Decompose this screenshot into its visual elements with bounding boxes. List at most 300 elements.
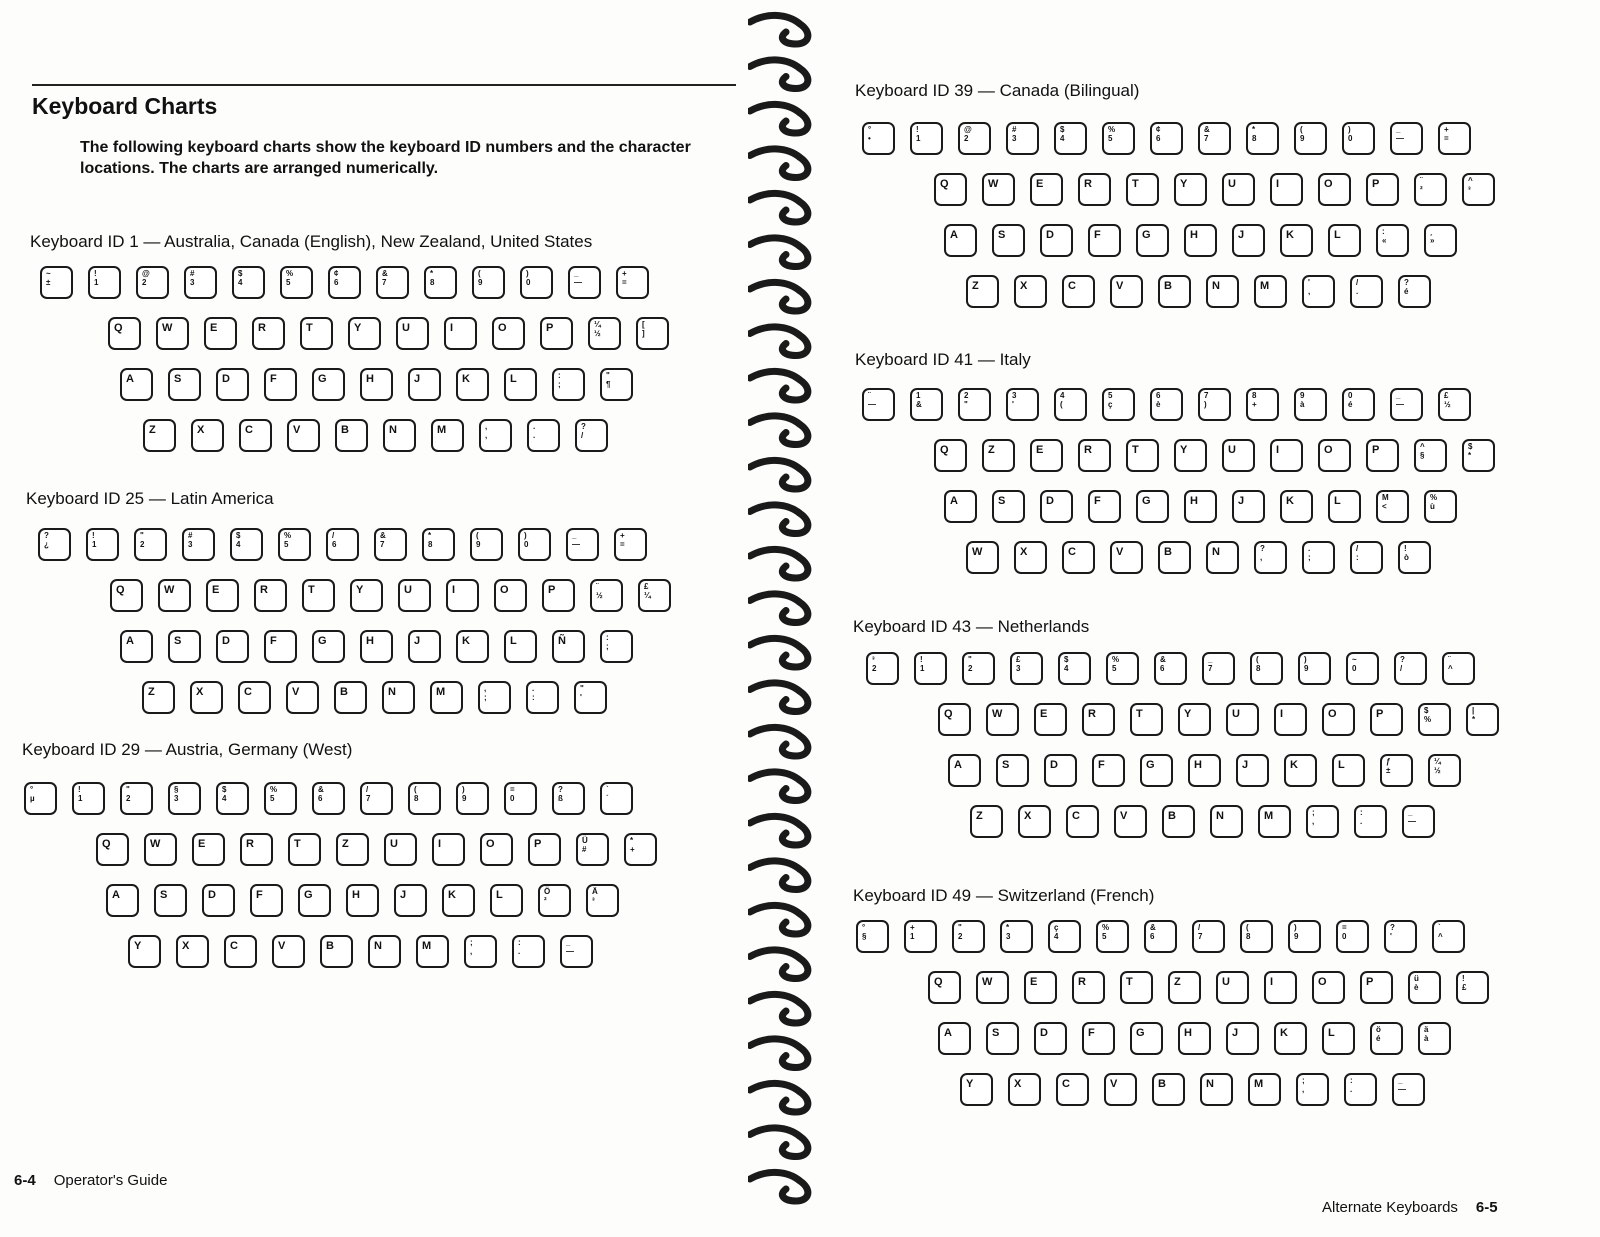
- keycap: [1082, 703, 1115, 736]
- key-lower-legend: 9: [478, 278, 483, 287]
- key-lower-legend: /: [581, 431, 584, 440]
- keycap: [568, 266, 601, 299]
- key-upper-legend: 3: [1012, 391, 1017, 400]
- keycap: [574, 681, 607, 714]
- keycap: [1110, 541, 1143, 574]
- keycap: [504, 630, 537, 663]
- keycap: [528, 833, 561, 866]
- binding-coil: [750, 638, 808, 667]
- keycap: [490, 884, 523, 917]
- key-lower-legend: ): [1204, 400, 1207, 409]
- key-lower-legend: 1: [92, 540, 97, 549]
- key-lower-legend: 0: [1348, 134, 1353, 143]
- key-lower-legend: 2: [140, 540, 145, 549]
- key-legend: N: [389, 424, 397, 436]
- key-legend: Q: [934, 976, 943, 988]
- key-upper-legend: /: [1356, 278, 1359, 287]
- key-legend: T: [1132, 178, 1139, 190]
- key-legend: R: [246, 838, 254, 850]
- key-upper-legend: 7: [1204, 391, 1209, 400]
- key-legend: X: [182, 940, 190, 952]
- key-upper-legend: ;: [1302, 1076, 1305, 1085]
- key-upper-legend: _: [1396, 391, 1401, 400]
- key-lower-legend: é: [1404, 287, 1409, 296]
- key-lower-legend: :: [1356, 553, 1359, 562]
- keycap: [1222, 173, 1255, 206]
- key-upper-legend: /: [332, 531, 335, 540]
- keycap: [168, 368, 201, 401]
- key-legend: J: [414, 373, 421, 385]
- key-lower-legend: 3: [1006, 932, 1011, 941]
- keycap: [1258, 805, 1291, 838]
- keyboard-row: [142, 681, 622, 714]
- keycap: [1154, 652, 1187, 685]
- keycap: [576, 833, 609, 866]
- key-lower-legend: 7: [382, 278, 387, 287]
- keycap: [1294, 122, 1327, 155]
- key-lower-legend: ½: [1444, 400, 1451, 409]
- keycap: [230, 528, 263, 561]
- keycap: [120, 782, 153, 815]
- key-lower-legend: 8: [428, 540, 433, 549]
- binding-coil: [750, 816, 808, 845]
- keycap: [264, 782, 297, 815]
- key-legend: Z: [149, 424, 156, 436]
- key-lower-legend: —: [1408, 817, 1416, 826]
- key-lower-legend: 4: [1060, 134, 1065, 143]
- key-legend: T: [294, 838, 301, 850]
- keycap: [1168, 971, 1201, 1004]
- key-lower-legend: ,: [1302, 1085, 1305, 1094]
- key-upper-legend: ?: [1400, 655, 1405, 664]
- keycap: [1184, 224, 1217, 257]
- keyboard-row: [108, 317, 684, 350]
- key-lower-legend: 5: [1102, 932, 1107, 941]
- keycap: [1096, 920, 1129, 953]
- key-legend: Q: [940, 444, 949, 456]
- keycap: [216, 368, 249, 401]
- key-lower-legend: 8: [1256, 664, 1261, 673]
- key-legend: X: [1020, 280, 1028, 292]
- key-lower-legend: 8: [430, 278, 435, 287]
- key-lower-legend: 0: [1352, 664, 1357, 673]
- key-upper-legend: &: [1160, 655, 1166, 664]
- keycap: [1274, 703, 1307, 736]
- key-lower-legend: 1: [916, 134, 921, 143]
- keyboard-row: [960, 1073, 1440, 1106]
- key-lower-legend: ,: [1312, 817, 1315, 826]
- key-lower-legend: 1: [78, 794, 83, 803]
- keyboard-row: [944, 490, 1472, 523]
- key-legend: D: [1050, 759, 1058, 771]
- key-lower-legend: 6: [1150, 932, 1155, 941]
- keycap: [512, 935, 545, 968]
- key-upper-legend: (: [478, 269, 481, 278]
- key-legend: I: [452, 584, 456, 596]
- key-upper-legend: ^: [1420, 442, 1425, 451]
- keycap: [538, 884, 571, 917]
- key-upper-legend: :: [558, 371, 561, 380]
- key-upper-legend: ): [524, 531, 527, 540]
- key-lower-legend: —: [572, 540, 580, 549]
- keycap: [1158, 541, 1191, 574]
- key-upper-legend: (: [476, 531, 479, 540]
- keycap: [312, 630, 345, 663]
- keycap: [1106, 652, 1139, 685]
- footer-page-number: 6-4: [14, 1172, 36, 1189]
- key-lower-legend: =: [1444, 134, 1449, 143]
- keycap: [1034, 703, 1067, 736]
- keycap: [866, 652, 899, 685]
- key-legend: E: [198, 838, 206, 850]
- keyboard-title: Keyboard ID 1 — Australia, Canada (English), New Zealand, United States: [30, 232, 593, 251]
- key-upper-legend: ): [1294, 923, 1297, 932]
- keycap: [527, 419, 560, 452]
- keycap: [1414, 173, 1447, 206]
- keycap: [38, 528, 71, 561]
- key-lower-legend: 0: [526, 278, 531, 287]
- keycap: [600, 630, 633, 663]
- keycap: [1274, 1022, 1307, 1055]
- key-lower-legend: #: [582, 845, 587, 854]
- key-legend: L: [1334, 229, 1341, 241]
- keycap: [616, 266, 649, 299]
- key-upper-legend: !: [1462, 974, 1465, 983]
- key-legend: G: [318, 635, 327, 647]
- keycap: [1140, 754, 1173, 787]
- key-lower-legend: 2: [964, 134, 969, 143]
- key-legend: D: [208, 889, 216, 901]
- key-lower-legend: *: [1468, 451, 1472, 460]
- key-legend: D: [1046, 229, 1054, 241]
- key-upper-legend: #: [190, 269, 195, 278]
- key-legend: B: [1164, 546, 1172, 558]
- key-lower-legend: ò: [1404, 553, 1409, 562]
- keycap: [1072, 971, 1105, 1004]
- keycap: [456, 368, 489, 401]
- key-legend: L: [496, 889, 503, 901]
- key-upper-legend: %: [270, 785, 278, 794]
- keycap: [862, 388, 895, 421]
- keycap: [416, 935, 449, 968]
- key-lower-legend: .: [1356, 287, 1359, 296]
- key-legend: F: [270, 373, 277, 385]
- key-upper-legend: !: [94, 269, 97, 278]
- keycap: [1054, 122, 1087, 155]
- keycap: [1110, 275, 1143, 308]
- keycap: [938, 703, 971, 736]
- key-legend: T: [306, 322, 313, 334]
- key-legend: M: [1254, 1078, 1264, 1090]
- keycap: [264, 630, 297, 663]
- key-legend: E: [1036, 444, 1044, 456]
- keyboard-row: [938, 1022, 1466, 1055]
- keycap: [552, 368, 585, 401]
- key-legend: H: [1190, 229, 1198, 241]
- key-legend: J: [1242, 759, 1249, 771]
- key-legend: X: [1014, 1078, 1022, 1090]
- key-lower-legend: =: [620, 540, 625, 549]
- key-upper-legend: 8: [1252, 391, 1257, 400]
- keycap: [1066, 805, 1099, 838]
- keycap: [1054, 388, 1087, 421]
- key-upper-legend: ;: [1312, 808, 1315, 817]
- key-legend: R: [1084, 444, 1092, 456]
- keycap: [1150, 122, 1183, 155]
- keycap: [1126, 439, 1159, 472]
- keycap: [1136, 490, 1169, 523]
- keycap: [302, 579, 335, 612]
- key-legend: V: [278, 940, 286, 952]
- keycap: [1402, 805, 1435, 838]
- keycap: [1246, 122, 1279, 155]
- key-lower-legend: 5: [270, 794, 275, 803]
- key-legend: Y: [134, 940, 142, 952]
- key-legend: M: [1264, 810, 1274, 822]
- keycap: [1174, 173, 1207, 206]
- keycap: [1254, 541, 1287, 574]
- key-lower-legend: ß: [558, 794, 563, 803]
- keycap: [904, 920, 937, 953]
- key-legend: K: [462, 635, 470, 647]
- key-legend: D: [1046, 495, 1054, 507]
- keycap: [862, 122, 895, 155]
- binding-coil: [750, 905, 808, 934]
- keycap: [1078, 173, 1111, 206]
- keycap: [86, 528, 119, 561]
- key-legend: E: [1036, 178, 1044, 190]
- keycap: [298, 884, 331, 917]
- key-lower-legend: §: [1420, 451, 1425, 460]
- key-legend: V: [292, 686, 300, 698]
- key-upper-legend: (: [1246, 923, 1249, 932]
- keycap: [934, 439, 967, 472]
- keycap: [552, 782, 585, 815]
- key-legend: N: [1216, 810, 1224, 822]
- keyboard-row: [966, 541, 1446, 574]
- key-legend: Y: [1180, 444, 1188, 456]
- keyboard-row: [856, 920, 1480, 953]
- key-legend: W: [992, 708, 1003, 720]
- key-lower-legend: 8: [1252, 134, 1257, 143]
- keycap: [575, 419, 608, 452]
- keycap: [334, 681, 367, 714]
- key-upper-legend: +: [620, 531, 625, 540]
- keycap: [1280, 224, 1313, 257]
- key-upper-legend: !: [920, 655, 923, 664]
- key-lower-legend: 8: [414, 794, 419, 803]
- key-legend: A: [944, 1027, 952, 1039]
- keycap: [254, 579, 287, 612]
- keycap: [1302, 275, 1335, 308]
- key-legend: S: [998, 229, 1006, 241]
- key-upper-legend: ': [1308, 278, 1310, 287]
- key-upper-legend: !: [78, 785, 81, 794]
- key-lower-legend: 5: [284, 540, 289, 549]
- keycap: [1152, 1073, 1185, 1106]
- keycap: [442, 884, 475, 917]
- keycap: [422, 528, 455, 561]
- key-legend: A: [126, 635, 134, 647]
- key-legend: H: [1184, 1027, 1192, 1039]
- keycap: [1174, 439, 1207, 472]
- keycap: [1010, 652, 1043, 685]
- key-legend: P: [1366, 976, 1374, 988]
- keycap: [1322, 1022, 1355, 1055]
- key-legend: T: [1126, 976, 1133, 988]
- keycap: [1120, 971, 1153, 1004]
- key-lower-legend: ': [580, 693, 582, 702]
- key-legend: N: [388, 686, 396, 698]
- key-legend: I: [450, 322, 454, 334]
- key-lower-legend: ,: [485, 431, 488, 440]
- keycap: [264, 368, 297, 401]
- keycap: [394, 884, 427, 917]
- key-legend: S: [174, 635, 182, 647]
- key-lower-legend: 5: [1108, 134, 1113, 143]
- key-legend: Y: [1180, 178, 1188, 190]
- key-legend: P: [546, 322, 554, 334]
- key-upper-legend: ƒ: [1386, 757, 1391, 766]
- key-upper-legend: $: [222, 785, 227, 794]
- keycap: [382, 681, 415, 714]
- key-lower-legend: ç: [1108, 400, 1113, 409]
- keycap: [1210, 805, 1243, 838]
- keycap: [910, 122, 943, 155]
- keycap: [1328, 490, 1361, 523]
- key-upper-legend: +: [622, 269, 627, 278]
- key-legend: P: [548, 584, 556, 596]
- key-upper-legend: $: [1060, 125, 1065, 134]
- key-legend: Q: [116, 584, 125, 596]
- key-legend: V: [1116, 280, 1124, 292]
- key-lower-legend: 0: [1342, 932, 1347, 941]
- key-legend: S: [992, 1027, 1000, 1039]
- keycap: [350, 579, 383, 612]
- key-upper-legend: !: [92, 531, 95, 540]
- key-upper-legend: 9: [1300, 391, 1305, 400]
- keycap: [154, 884, 187, 917]
- key-upper-legend: ?: [1404, 278, 1409, 287]
- key-legend: G: [1136, 1027, 1145, 1039]
- key-lower-legend: ²: [1420, 185, 1423, 194]
- key-lower-legend: 3: [190, 278, 195, 287]
- keycap: [142, 681, 175, 714]
- keycap: [1034, 1022, 1067, 1055]
- key-legend: M: [1260, 280, 1270, 292]
- keycap: [966, 275, 999, 308]
- key-lower-legend: ±: [1386, 766, 1391, 775]
- key-legend: T: [1136, 708, 1143, 720]
- binding-coil: [750, 549, 808, 578]
- key-upper-legend: .: [533, 422, 536, 431]
- key-legend: Z: [972, 280, 979, 292]
- keyboard-row: [110, 579, 686, 612]
- key-upper-legend: (: [414, 785, 417, 794]
- keycap: [456, 630, 489, 663]
- key-lower-legend: 5: [286, 278, 291, 287]
- binding-coil: [750, 950, 808, 979]
- key-lower-legend: 1: [94, 278, 99, 287]
- key-upper-legend: 2: [964, 391, 969, 400]
- keycap: [1102, 122, 1135, 155]
- key-legend: C: [230, 940, 238, 952]
- key-upper-legend: .: [1308, 544, 1311, 553]
- keycap: [204, 317, 237, 350]
- key-legend: R: [1088, 708, 1096, 720]
- keyboard-row: [24, 782, 648, 815]
- key-lower-legend: —: [1398, 1085, 1406, 1094]
- key-legend: B: [1168, 810, 1176, 822]
- keycap: [944, 224, 977, 257]
- keycap: [384, 833, 417, 866]
- key-legend: S: [1002, 759, 1010, 771]
- key-lower-legend: 3: [1016, 664, 1021, 673]
- keycap: [176, 935, 209, 968]
- key-legend: U: [1232, 708, 1240, 720]
- key-legend: Q: [114, 322, 123, 334]
- key-lower-legend: /: [1400, 664, 1403, 673]
- keycap: [958, 388, 991, 421]
- keycap: [952, 920, 985, 953]
- key-upper-legend: ö: [1376, 1025, 1381, 1034]
- keycap: [1222, 439, 1255, 472]
- keycap: [1280, 490, 1313, 523]
- key-lower-legend: =: [622, 278, 627, 287]
- key-legend: K: [462, 373, 470, 385]
- key-lower-legend: —: [574, 278, 582, 287]
- keyboard-title: Keyboard ID 39 — Canada (Bilingual): [855, 81, 1140, 100]
- keycap: [1294, 388, 1327, 421]
- key-legend: I: [1280, 708, 1284, 720]
- keycap: [1188, 754, 1221, 787]
- keycap: [1270, 439, 1303, 472]
- key-lower-legend: —: [1396, 400, 1404, 409]
- key-legend: V: [293, 424, 301, 436]
- key-lower-legend: »: [1430, 236, 1435, 245]
- keyboard-row: [866, 652, 1490, 685]
- keycap: [240, 833, 273, 866]
- key-lower-legend: 6: [1156, 134, 1161, 143]
- keyboard-row: [966, 275, 1446, 308]
- key-lower-legend: :: [532, 693, 535, 702]
- keycap: [192, 833, 225, 866]
- key-lower-legend: 2: [958, 932, 963, 941]
- keycap: [1370, 703, 1403, 736]
- key-lower-legend: —: [1396, 134, 1404, 143]
- page-heading: Keyboard Charts: [32, 93, 218, 119]
- key-upper-legend: $: [236, 531, 241, 540]
- key-legend: Y: [354, 322, 362, 334]
- key-upper-legend: (: [1256, 655, 1259, 664]
- keycap: [430, 681, 463, 714]
- key-legend: K: [1290, 759, 1298, 771]
- key-legend: J: [400, 889, 407, 901]
- keyboard-row: [40, 266, 664, 299]
- keycap: [136, 266, 169, 299]
- key-upper-legend: ¼: [1434, 757, 1441, 766]
- keycap: [1462, 173, 1495, 206]
- key-lower-legend: &: [916, 400, 922, 409]
- key-lower-legend: ^: [1438, 932, 1443, 941]
- key-legend: B: [1164, 280, 1172, 292]
- key-lower-legend: (: [1060, 400, 1063, 409]
- key-legend: G: [1142, 495, 1151, 507]
- keycap: [970, 805, 1003, 838]
- key-legend: J: [1238, 229, 1245, 241]
- keycap: [408, 782, 441, 815]
- key-lower-legend: ^: [1448, 664, 1453, 673]
